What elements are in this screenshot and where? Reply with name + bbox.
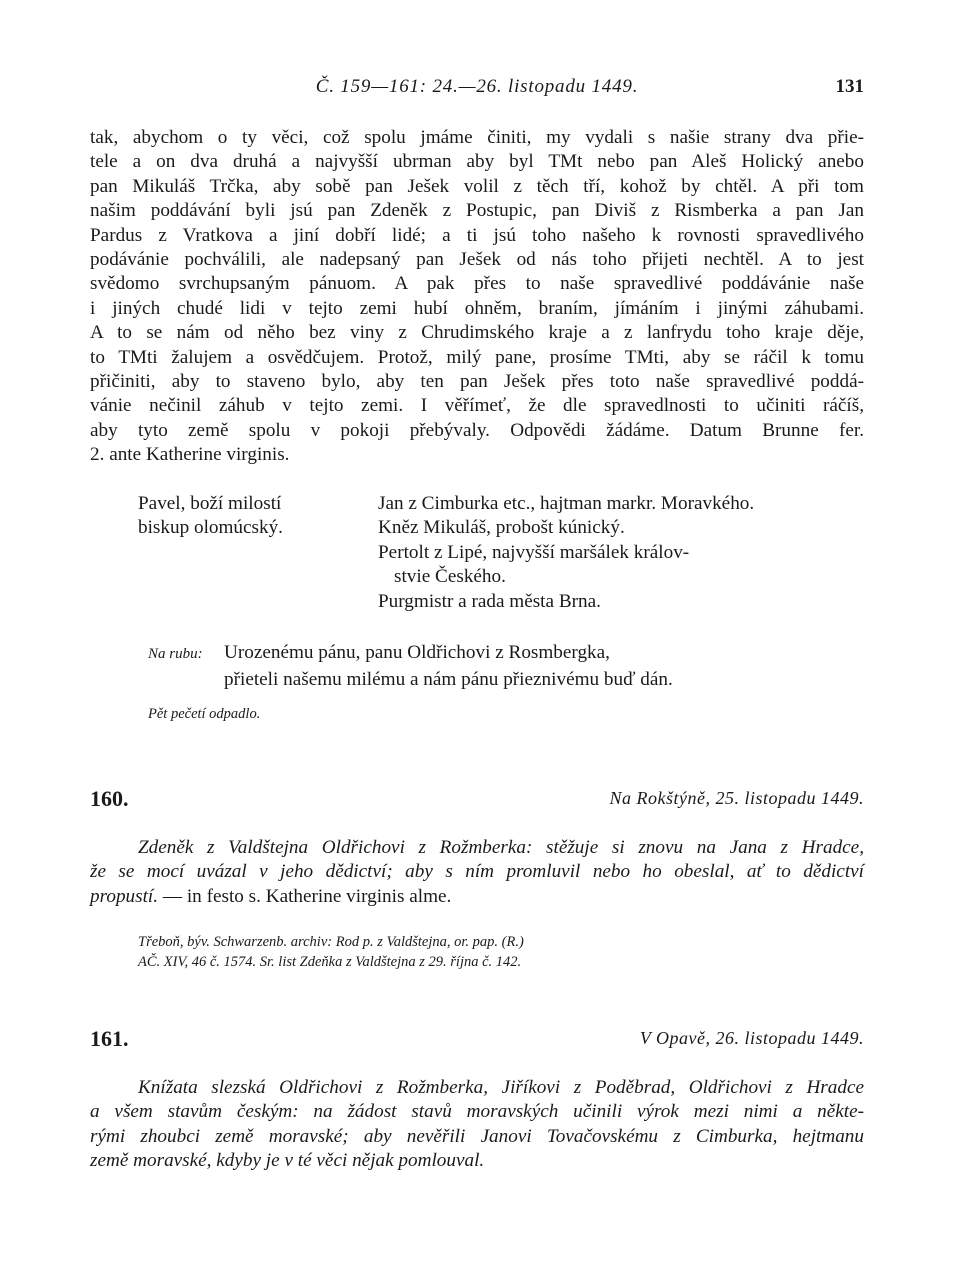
regest-date-clause: — in festo s. Katherine virginis alme. (158, 885, 452, 907)
source-line: AČ. XIV, 46 č. 1574. Sr. list Zdeňka z Valdštejna z 29. října č. 142. (138, 954, 522, 970)
body-line: svědomo svrchupsaným pánuom. A pak přes to naše spravedlivé poddávánie naše (90, 273, 864, 295)
regest-line: Zdeněk z Valdštejna Oldřichovi z Rožmberka: stěžuje si znovu na Jana z Hradce, (138, 837, 864, 858)
signatory-line: Kněz Mikuláš, probošt kúnický. (378, 517, 625, 539)
doc-160-source (138, 932, 524, 972)
doc-160-heading (90, 786, 864, 816)
body-line: i jiných chudé lidi v tejto zemi hubí ohněm, braním, jímáním i jinými záhubami. (90, 297, 864, 319)
regest-line: Knížata slezská Oldřichovi z Rožmberka, Jiříkovi z Poděbrad, Oldřichovi z Hradce (138, 1077, 864, 1098)
regest-italic: propustí. (90, 885, 159, 907)
doc-number: 160. (90, 786, 129, 811)
signatory-line: Pertolt z Lipé, najvyšší maršálek králov- (378, 541, 690, 563)
regest-line: že se mocí uvázal v jeho dědictví; aby s ním promluvil nebo ho obeslal, ať to dědictví (90, 861, 864, 883)
body-line: přičiniti, aby to staveno bylo, aby ten pan Ješek přes toto naše spravedlivé poddá- (90, 371, 864, 393)
address-label: Na rubu: (148, 646, 203, 662)
address-block (148, 640, 673, 692)
seal-note: Pět pečetí odpadlo. (148, 706, 261, 722)
source-line: Třeboň, býv. Schwarzenb. archiv: Rod p. z Valdštejna, or. pap. (R.) (138, 934, 524, 950)
body-line: tele a on dva druhá a najvyšší ubrman aby byl TMt nebo pan Aleš Holický anebo (90, 151, 864, 173)
signatory-line: Jan z Cimburka etc., hajtman markr. Moravkého. (378, 493, 755, 514)
running-title: Č. 159—161: 24.—26. listopadu 1449. (315, 76, 639, 97)
page-number: 131 (835, 76, 864, 97)
body-line: 2. ante Katherine virginis. (90, 444, 290, 466)
doc-number: 161. (90, 1026, 129, 1051)
signatories-right (378, 492, 754, 614)
regest-line: rými zhoubci země moravské; aby nevěřili Janovi Tovačovskému z Cimburka, hejtmanu (90, 1125, 864, 1147)
signatories-left (138, 492, 283, 541)
signatory-line: Purgmistr a rada města Brna. (378, 590, 601, 612)
signatory-line: stvie Českého. (394, 566, 506, 588)
address-line: přieteli našemu milému a nám pánu přieznivému buď dán. (224, 669, 673, 690)
address-line: Urozenému pánu, panu Oldřichovi z Rosmbergka, (224, 642, 610, 663)
doc-161-heading (90, 1026, 864, 1056)
doc-place-date: V Opavě, 26. listopadu 1449. (639, 1028, 864, 1048)
body-line: podávánie pochválili, ale nadepsaný pan Ješek od nás toho přijeti nechtěl. A to jest (90, 249, 864, 271)
regest-line: a všem stavům českým: na žádost stavů moravských učinili výrok mezi nimi a někte- (90, 1101, 864, 1123)
doc-place-date: Na Rokštýně, 25. listopadu 1449. (609, 788, 864, 808)
regest-line: země moravské, kdyby je v té věci nějak pomlouval. (90, 1150, 485, 1172)
body-line: A to se nám od něho bez viny z Chrudimského kraje a z lanfrydu toho kraje děje, (90, 322, 864, 344)
regest-line (90, 885, 864, 909)
body-line: aby tyto země spolu v pokoji přebývaly. Odpovědi žádáme. Datum Brunne fer. (90, 419, 864, 441)
signatory-line: Pavel, boží milostí (138, 493, 282, 514)
body-line: tak, abychom o ty věci, což spolu jmáme činiti, my vydali s našie strany dva přie- (90, 127, 864, 148)
body-line: našim poddávání byli jsú pan Zdeněk z Postupic, pan Diviš z Rismberka a pan Jan (90, 200, 864, 222)
letter-body (90, 126, 864, 468)
page-header (90, 76, 864, 104)
doc-160-regest (90, 836, 864, 909)
body-line: to TMti žalujem a osvědčujem. Protož, milý pane, prosíme TMti, aby se ráčil k tomu (90, 346, 864, 368)
signatory-line: biskup olomúcský. (138, 517, 283, 539)
body-line: pan Mikuláš Trčka, aby sobě pan Ješek volil z těch tří, kohož by chtěl. A při tom (90, 175, 864, 197)
body-line: Pardus z Vratkova a jiní dobří lidé; a ti jsú toho našeho k rovnosti spravedlivého (90, 224, 864, 246)
body-line: vánie nečinil záhub v tejto zemi. I věřímeť, že dle spravedlnosti to učiniti ráčíš, (90, 395, 864, 417)
doc-161-regest (90, 1076, 864, 1174)
